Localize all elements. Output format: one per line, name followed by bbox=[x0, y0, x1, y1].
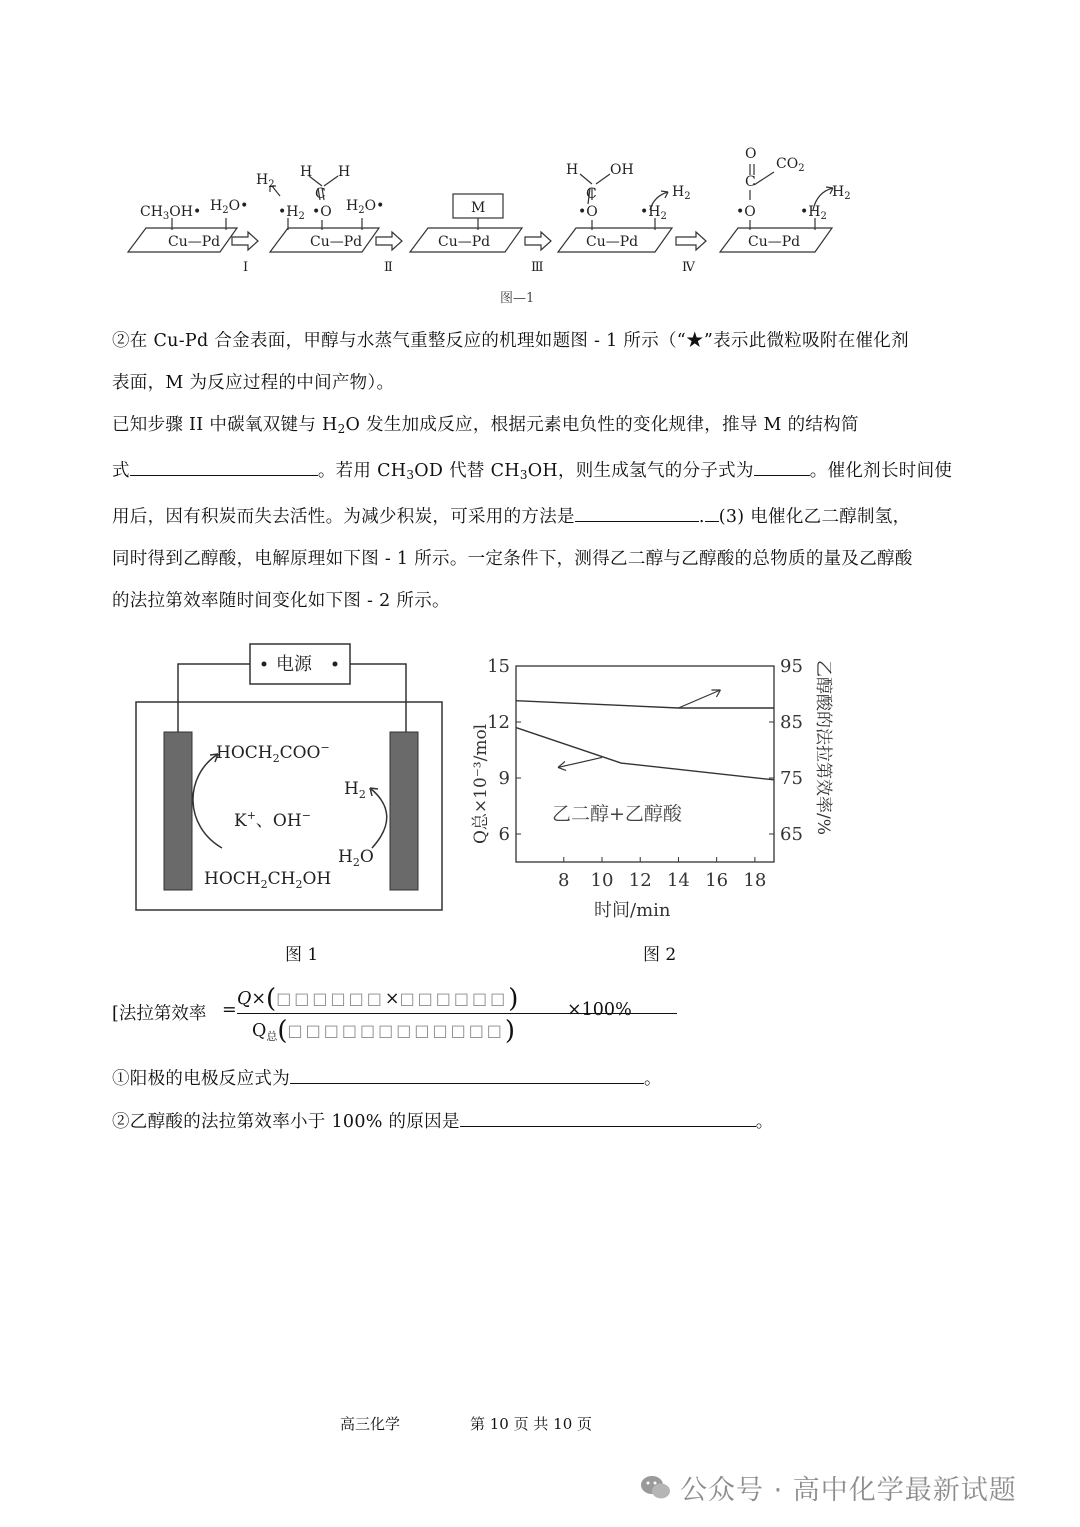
species-ch3oh: CH bbox=[140, 204, 163, 220]
svg-text:C: C bbox=[315, 186, 326, 202]
y-left-tick-label-3: 6 bbox=[498, 824, 510, 845]
y-right-tick-label-2: 75 bbox=[780, 768, 803, 789]
y-right-tick-label-0: 95 bbox=[780, 656, 803, 677]
step-label-4: Ⅳ bbox=[682, 260, 695, 275]
y-right-tick-label-3: 65 bbox=[780, 824, 803, 845]
x-tick-label-1: 10 bbox=[590, 870, 614, 891]
svg-text:CH3OH•: $CH_3OH•$ bbox=[140, 204, 202, 222]
watermark: 公众号 · 高中化学最新试题 bbox=[640, 1468, 1017, 1507]
x-tick-label-4: 16 bbox=[705, 870, 729, 891]
para-line-7: 的法拉第效率随时间变化如下图 - 2 所示。 bbox=[112, 591, 450, 611]
x-tick-label-0: 8 bbox=[558, 870, 570, 891]
svg-text:H: H bbox=[338, 164, 351, 180]
cathode-arrow bbox=[370, 788, 387, 848]
footer-page-number: 第 10 页 共 10 页 bbox=[470, 1415, 593, 1433]
svg-text:H: H bbox=[566, 162, 579, 178]
product-glycolate: HOCH bbox=[216, 743, 273, 763]
y-left-tick-label-2: 9 bbox=[498, 768, 510, 789]
intermediate-m: M bbox=[471, 200, 486, 216]
answer-blank-anode-reaction[interactable] bbox=[290, 1065, 644, 1084]
chart-y-left-label: Q总×10⁻³/mol bbox=[471, 723, 491, 844]
para-line-4: 式 。若用 $CH_3OD$ 代替 $CH_3OH$，则生成氢气的分子式为 。催化剂长时间使 bbox=[112, 450, 972, 496]
step-label-2: Ⅱ bbox=[384, 260, 393, 275]
power-source-label: 电源 bbox=[276, 654, 312, 675]
svg-text:•H2: $•H_2$ bbox=[640, 204, 667, 222]
step-arrow-3 bbox=[525, 232, 551, 250]
y-left-tick-label-1: 12 bbox=[487, 712, 510, 733]
chart-plot-area bbox=[516, 666, 774, 862]
para-line-3: 已知步骤 II 中碳氧双键与 $H_2O$ 发生加成反应，根据元素电负性的变化规律，推导 M 的结构简 bbox=[112, 415, 859, 436]
svg-text:•O: •O bbox=[736, 204, 756, 220]
question-2: ②乙醇酸的法拉第效率小于 100% 的原因是 。 bbox=[112, 1101, 972, 1143]
svg-text:H2O•: $H_2O•$ bbox=[210, 198, 249, 216]
figure2-caption: 图 2 bbox=[643, 945, 677, 965]
reactant-h2o: H bbox=[338, 847, 353, 867]
faraday-efficiency-chart bbox=[466, 648, 846, 924]
answer-blank-carbon-method[interactable] bbox=[575, 503, 699, 522]
y-left-tick-label-0: 15 bbox=[487, 656, 510, 677]
surface-label-1: Cu—Pd bbox=[168, 234, 221, 250]
svg-text:C: C bbox=[586, 186, 597, 202]
figure1-caption: 图 1 bbox=[285, 945, 319, 965]
para-line-1: ②在 Cu-Pd 合金表面，甲醇与水蒸气重整反应的机理如题图 - 1 所示（“★”表示此微粒吸附在催化剂 bbox=[112, 331, 909, 351]
electrolyte-ions: K bbox=[234, 811, 247, 831]
svg-text:C: C bbox=[745, 174, 756, 190]
svg-text:•O: •O bbox=[578, 204, 598, 220]
answer-blank-efficiency-reason[interactable] bbox=[460, 1108, 756, 1127]
svg-text:Cu—Pd: Cu—Pd bbox=[438, 234, 491, 250]
svg-text:•O: •O bbox=[312, 204, 332, 220]
anode-arrow bbox=[193, 754, 222, 848]
x-tick-label-3: 14 bbox=[666, 870, 690, 891]
step-arrow-4 bbox=[676, 232, 706, 250]
mechanism-caption: 图—1 bbox=[500, 291, 535, 306]
svg-text:H2: $H_2$ bbox=[832, 184, 851, 202]
chart-series-label: 乙二醇+乙醇酸 bbox=[552, 803, 682, 825]
svg-text:H2O: $H_2O$ bbox=[338, 847, 374, 869]
para-line-6: 同时得到乙醇酸，电解原理如下图 - 1 所示。一定条件下，测得乙二醇与乙醇酸的总物质的量及乙醇酸 bbox=[112, 549, 913, 569]
svg-text:H2: $H_2$ bbox=[344, 779, 366, 801]
anode-electrode bbox=[164, 732, 192, 890]
chart-x-label: 时间/min bbox=[594, 900, 671, 921]
x-tick-label-5: 18 bbox=[743, 870, 767, 891]
question-text-block bbox=[112, 320, 972, 622]
svg-text:•H2: $•H_2$ bbox=[800, 204, 827, 222]
cathode-electrode bbox=[390, 732, 418, 890]
question-1: ①阳极的电极反应式为 。 bbox=[112, 1058, 972, 1100]
product-h2: H bbox=[344, 779, 359, 799]
svg-text:OH: OH bbox=[610, 162, 634, 178]
step-arrow-1 bbox=[232, 232, 258, 250]
answer-blank-h2-formula[interactable] bbox=[754, 457, 810, 476]
step-label-1: I bbox=[243, 260, 249, 275]
chart-y-right-label: 乙醇酸的法拉第效率/% bbox=[813, 660, 833, 835]
svg-text:•H2: $•H_2$ bbox=[278, 204, 305, 222]
answer-blank-m-structure[interactable] bbox=[130, 457, 318, 476]
svg-text:H2: $H_2$ bbox=[256, 172, 275, 190]
wechat-icon bbox=[640, 1474, 672, 1502]
svg-text:CO2: $CO_2$ bbox=[776, 156, 805, 174]
svg-text:HOCH2COO−: $HOCH_2COO^-$ bbox=[216, 741, 330, 765]
para-line-2: 表面，M 为反应过程的中间产物）。 bbox=[112, 373, 395, 393]
svg-text:Cu—Pd: Cu—Pd bbox=[586, 234, 639, 250]
reactant-ethylene-glycol: HOCH bbox=[204, 869, 261, 889]
step-label-3: Ⅲ bbox=[531, 260, 544, 275]
para-line-5: 用后，因有积炭而失去活性。为减少积炭，可采用的方法是 . (3) 电催化乙二醇制氢， bbox=[112, 496, 972, 538]
svg-text:HOCH2CH2OH: $HOCH_2CH_2OH$ bbox=[204, 869, 332, 891]
y-right-tick-label-1: 85 bbox=[780, 712, 803, 733]
mechanism-figure bbox=[110, 130, 970, 310]
footer-subject: 高三化学 bbox=[340, 1415, 401, 1433]
x-tick-label-2: 12 bbox=[628, 870, 652, 891]
svg-text:K+、OH−: K+、OH− bbox=[234, 809, 311, 831]
series-line-0 bbox=[516, 701, 774, 708]
step-arrow-2 bbox=[376, 232, 402, 250]
svg-text:O: O bbox=[745, 146, 757, 162]
efficiency-axis-arrow bbox=[678, 690, 720, 708]
svg-text:H: H bbox=[300, 164, 313, 180]
svg-text:Cu—Pd: Cu—Pd bbox=[310, 234, 363, 250]
svg-text:Cu—Pd: Cu—Pd bbox=[748, 234, 801, 250]
svg-text:H2O•: $H_2O•$ bbox=[346, 198, 385, 216]
series-line-1 bbox=[516, 728, 774, 780]
faraday-formula: [法拉第效率 = Q×(□□□□□□×□□□□□□) $Q_总(□□□□□□□□□□□□)$ ×100% bbox=[112, 984, 672, 1048]
electrolysis-figure bbox=[130, 636, 450, 921]
svg-text:H2: $H_2$ bbox=[672, 184, 691, 202]
